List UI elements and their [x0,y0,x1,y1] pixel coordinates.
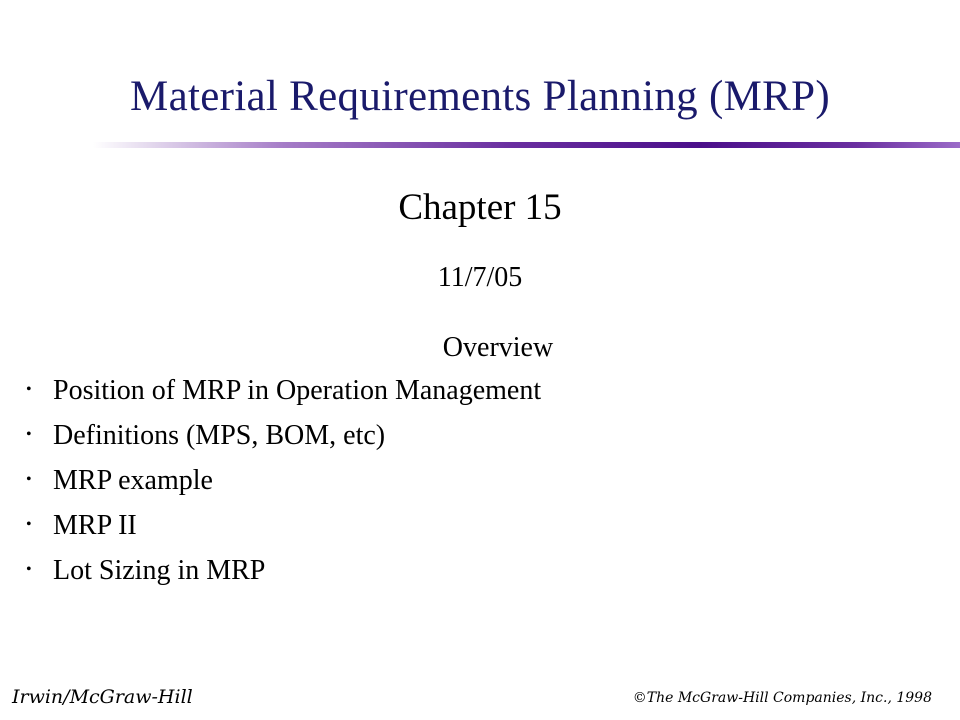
bullet-icon: • [26,470,32,488]
chapter-heading: Chapter 15 [398,187,562,228]
bullet-icon: • [26,560,32,578]
slide-title: Material Requirements Planning (MRP) [130,73,830,120]
bullet-text: Position of MRP in Operation Management [53,375,542,406]
bullet-icon: • [26,380,32,398]
bullet-item [26,372,541,417]
bullet-text: MRP II [53,510,137,541]
bullet-item [26,507,541,552]
bullet-item [26,552,541,597]
bullet-item [26,462,541,507]
bullet-text: Lot Sizing in MRP [53,555,266,586]
bullet-text: MRP example [53,465,213,496]
bullet-item [26,417,541,462]
overview-bullet-list [26,372,541,597]
bullet-text: Definitions (MPS, BOM, etc) [53,420,386,451]
publisher-footer: Irwin/McGraw-Hill [12,686,193,708]
bullet-icon: • [26,425,32,443]
copyright-footer: ©The McGraw-Hill Companies, Inc., 1998 [632,690,932,706]
title-divider [93,142,960,148]
date-label: 11/7/05 [437,262,523,293]
bullet-icon: • [26,515,32,533]
overview-heading: Overview [442,332,554,363]
